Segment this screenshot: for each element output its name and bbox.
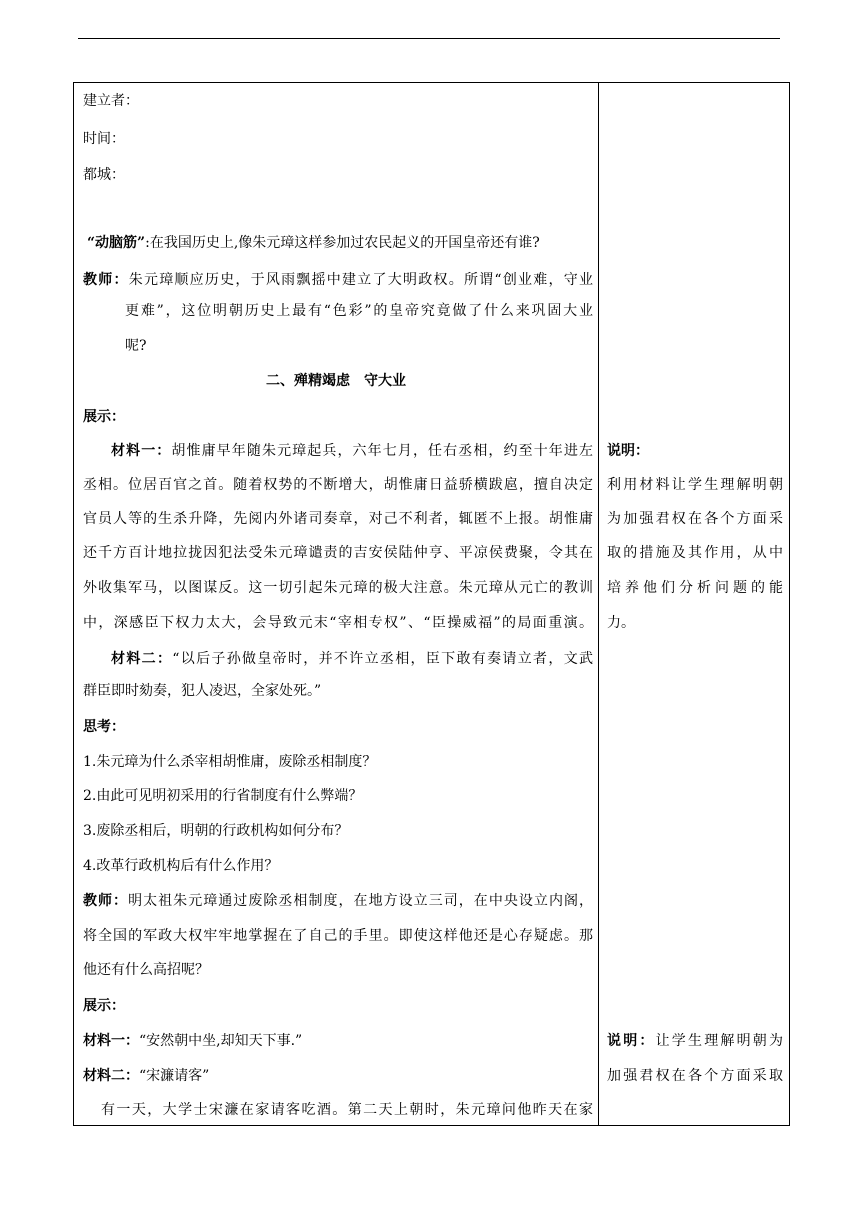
teacher1-text-1: 朱元璋顺应历史，于风雨飘摇中建立了大明政权。所谓“创业难，守业 bbox=[128, 272, 594, 288]
material1-line3: 官员人等的生杀升降，先阅内外诸司奏章，对己不利者，辄匿不上报。胡惟庸 bbox=[83, 511, 593, 527]
lesson-table bbox=[73, 82, 790, 1126]
material2b-line bbox=[83, 1066, 593, 1086]
material1-line1 bbox=[111, 441, 593, 461]
question-2: 2.由此可见明初采用的行省制度有什么弊端？ bbox=[83, 788, 363, 804]
note1-line4: 培养他们分析问题的能 bbox=[607, 580, 783, 596]
teacher2-line2: 将全国的军政大权牢牢地掌握在了自己的手里。即使这样他还是心存疑虑。那 bbox=[83, 928, 593, 944]
note1-label: 说明： bbox=[607, 443, 649, 459]
material1-line5: 外收集军马，以图谋反。这一切引起朱元璋的极大注意。朱元璋从元亡的教训 bbox=[83, 580, 593, 596]
brain-question bbox=[87, 233, 597, 253]
section-title: 二、殚精竭虑 守大业 bbox=[266, 373, 406, 389]
brain-text: :在我国历史上,像朱元璋这样参加过农民起义的开国皇帝还有谁? bbox=[145, 235, 540, 251]
note2-label: 说明： bbox=[607, 1033, 656, 1049]
note2-text-1: 让学生理解明朝为 bbox=[655, 1033, 784, 1049]
question-4: 4.改革行政机构后有什么作用？ bbox=[83, 858, 279, 874]
material1b-line bbox=[83, 1031, 593, 1051]
material1-line2: 丞相。位居百官之首。随着权势的不断增大，胡惟庸日益骄横跋扈，擅自决定 bbox=[83, 477, 593, 493]
question-3: 3.废除丞相后，明朝的行政机构如何分布？ bbox=[83, 823, 349, 839]
show-heading-2: 展示： bbox=[83, 998, 125, 1014]
builder-line: 建立者： bbox=[83, 93, 139, 109]
header-rule bbox=[78, 38, 780, 39]
teacher1-line2: 更难”，这位明朝历史上最有“色彩”的皇帝究竟做了什么来巩固大业 bbox=[125, 303, 593, 319]
note1-line1: 利用材料让学生理解明朝 bbox=[607, 477, 783, 493]
teacher1-line3: 呢? bbox=[125, 338, 147, 354]
teacher2-label: 教师： bbox=[83, 893, 129, 909]
note1-line5: 力。 bbox=[607, 615, 635, 631]
brain-label: “动脑筋” bbox=[87, 235, 146, 251]
column-divider bbox=[598, 83, 599, 1125]
material1-line4: 还千方百计地拉拢因犯法受朱元璋谴责的吉安侯陆仲亨、平凉侯费聚，令其在 bbox=[83, 545, 593, 561]
material1-label: 材料一： bbox=[111, 443, 172, 459]
note2-line2: 加强君权在各个方面采取 bbox=[607, 1068, 783, 1084]
teacher1-line1 bbox=[83, 270, 593, 290]
material2b-label: 材料二： bbox=[83, 1068, 139, 1084]
time-line: 时间： bbox=[83, 131, 125, 147]
question-1: 1.朱元璋为什么杀宰相胡惟庸，废除丞相制度？ bbox=[83, 754, 377, 770]
teacher2-line3: 他还有什么高招呢？ bbox=[83, 962, 209, 978]
story-line1: 有一天，大学士宋濂在家请客吃酒。第二天上朝时，朱元璋问他昨天在家 bbox=[101, 1102, 593, 1118]
material2b-text: “宋濂请客” bbox=[139, 1068, 210, 1084]
material1b-label: 材料一： bbox=[83, 1033, 139, 1049]
teacher1-label: 教师： bbox=[83, 272, 129, 288]
show-heading-1: 展示： bbox=[83, 409, 125, 425]
note2-line1 bbox=[607, 1031, 783, 1051]
capital-line: 都城： bbox=[83, 167, 125, 183]
teacher2-line1 bbox=[83, 891, 593, 911]
material1b-text: “安然朝中坐,却知天下事.” bbox=[139, 1033, 303, 1049]
material2-line1 bbox=[111, 649, 593, 669]
material1-line6: 中，深感臣下权力太大，会导致元末“宰相专权”、“臣操威福”的局面重演。 bbox=[83, 615, 593, 631]
teacher2-text-1: 明太祖朱元璋通过废除丞相制度，在地方设立三司，在中央设立内阁， bbox=[128, 893, 594, 909]
material2-line2: 群臣即时劾奏，犯人凌迟，全家处死。” bbox=[83, 683, 322, 699]
material2-label: 材料二： bbox=[111, 651, 173, 667]
material2-text-1: “以后子孙做皇帝时，并不许立丞相，臣下敢有奏请立者，文武 bbox=[172, 651, 594, 667]
think-heading: 思考： bbox=[83, 719, 125, 735]
material1-text-1: 胡惟庸早年随朱元璋起兵，六年七月，任右丞相，约至十年进左 bbox=[171, 443, 594, 459]
note1-line3: 取的措施及其作用，从中 bbox=[607, 545, 783, 561]
note1-line2: 为加强君权在各个方面采 bbox=[607, 511, 783, 527]
